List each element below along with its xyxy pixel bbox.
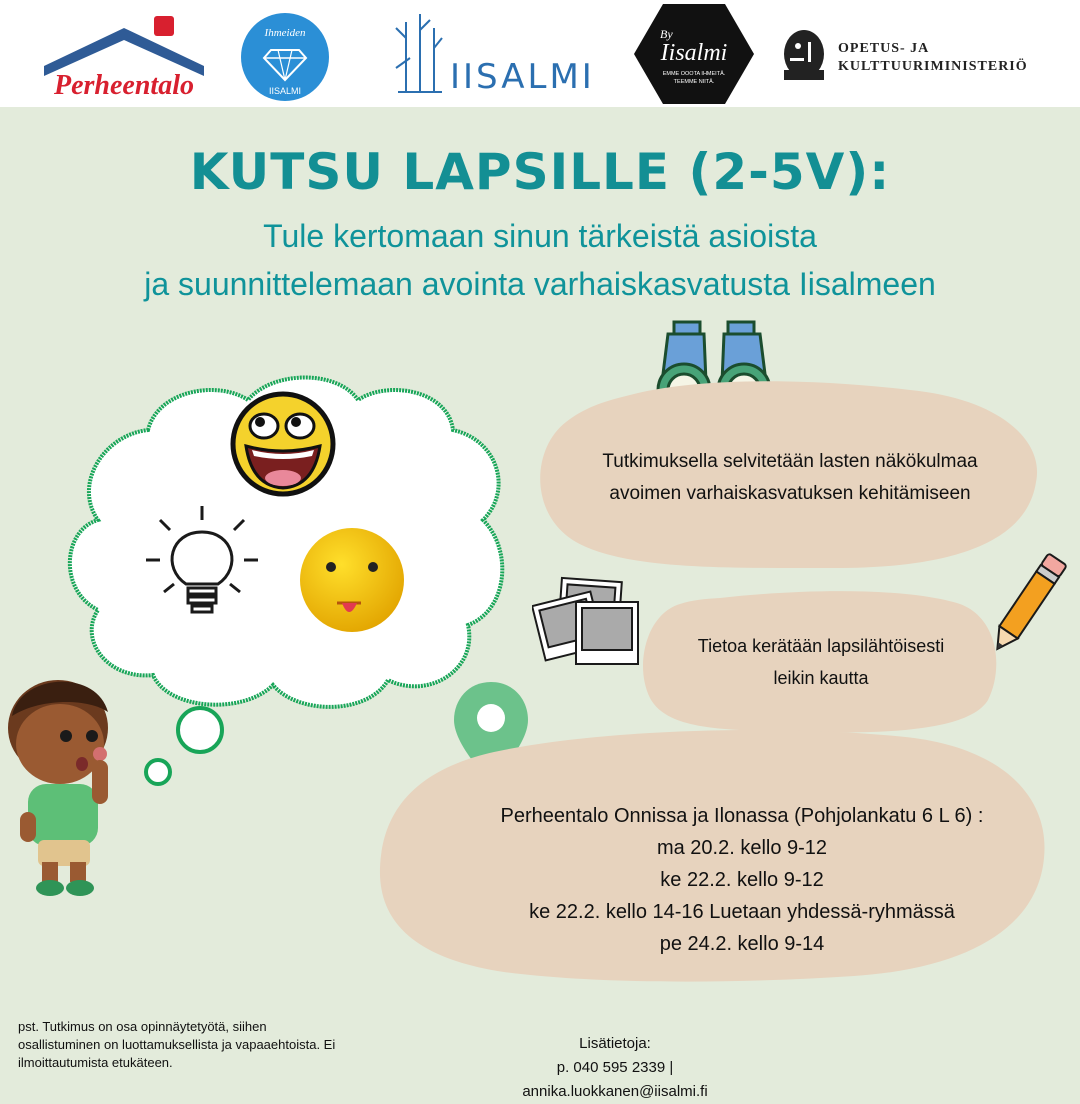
ihmeiden-top-text: Ihmeiden [264, 27, 306, 39]
laughing-emoji-icon [228, 390, 338, 498]
footnote-line-3: ilmoittautumista etukäteen. [18, 1055, 173, 1070]
ihmeiden-bottom-text: IISALMI [268, 86, 302, 96]
perheentalo-logo-text: Perheentalo [54, 70, 194, 100]
logo-header [0, 0, 1080, 107]
session-item: ke 22.2. kello 9-12 [660, 869, 824, 891]
by-iisalmi-tagline-1: EMME OOOTA IHMEITÄ. [662, 71, 726, 77]
ministry-line-2: KULTTUURIMINISTERIÖ [838, 59, 1028, 74]
ministry-logo [778, 22, 1038, 88]
lightbulb-icon [142, 502, 262, 622]
subtitle-line-1: Tule kertomaan sinun tärkeistä asioista [263, 218, 817, 254]
session-item: ke 22.2. kello 14-16 Luetaan yhdessä-ryhmässä [529, 901, 955, 923]
by-iisalmi-logo [632, 2, 756, 106]
footnote-line-1: pst. Tutkimus on osa opinnäytetyötä, siihen [18, 1019, 267, 1034]
research-text [540, 446, 1040, 510]
footnote [18, 1018, 438, 1072]
research-line-2: avoimen varhaiskasvatuksen kehitämiseen [609, 483, 971, 504]
contact-label: Lisätietoja: [579, 1035, 651, 1052]
footnote-line-2: osallistuminen on luottamuksellista ja vapaaehtoista. Ei [18, 1037, 336, 1052]
research-line-1: Tutkimuksella selvitetään lasten näkökulmaa [602, 451, 978, 472]
by-text: By [660, 27, 673, 41]
boy-character-illustration [0, 672, 150, 904]
contact-line[interactable]: p. 040 595 2339 | annika.luokkanen@iisalmi.fi [522, 1059, 708, 1100]
tongue-emoji-icon [297, 525, 407, 635]
iisalmi-logo-text: IISALMI [450, 57, 595, 94]
subtitle-line-2: ja suunnittelemaan avointa varhaiskasvatusta Iisalmeen [144, 266, 936, 302]
method-line-2: leikin kautta [773, 668, 869, 688]
session-item: ma 20.2. kello 9-12 [656, 837, 828, 859]
iisalmi-logo [390, 8, 596, 94]
page-title: KUTSU LAPSILLE (2-5V): [189, 143, 891, 201]
perheentalo-logo [38, 14, 210, 100]
by-iisalmi-name: Iisalmi [660, 40, 728, 66]
by-iisalmi-tagline-2: TEEMME NIITÄ. [673, 79, 715, 85]
location-details [374, 800, 1080, 832]
session-list [374, 832, 1080, 960]
method-text [640, 630, 1002, 694]
contact-info [470, 1032, 760, 1104]
session-item: pe 24.2. kello 9-14 [659, 933, 825, 955]
photos-icon [532, 574, 648, 670]
pencil-icon [984, 548, 1070, 662]
ministry-line-1: OPETUS- JA [838, 41, 930, 56]
ihmeiden-iisalmi-logo [238, 12, 332, 102]
method-line-1: Tietoa kerätään lapsilähtöisesti [697, 636, 945, 656]
location-place: Perheentalo Onnissa ja Ilonassa (Pohjolankatu 6 L 6) : [500, 805, 984, 827]
